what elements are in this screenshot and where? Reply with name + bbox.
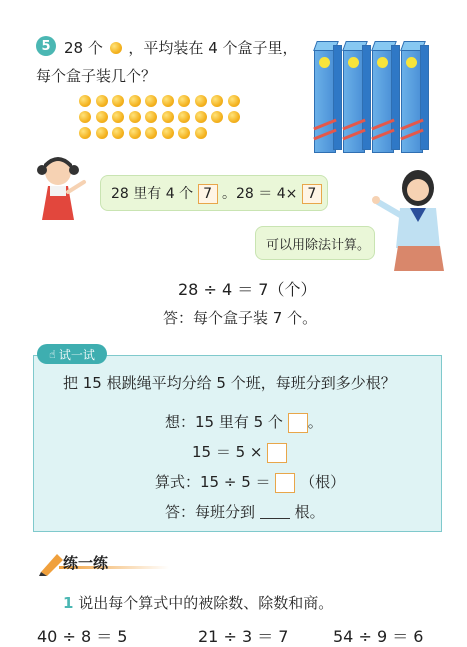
ball-icon: [112, 127, 124, 139]
girl-speech-text-a: 28 里有 4 个: [111, 186, 194, 202]
problem-line2: 每个盒子装几个？: [36, 67, 157, 85]
answer-box: 7: [302, 184, 322, 204]
ball-icon: [178, 95, 190, 107]
ball-icon: [129, 95, 141, 107]
problem-line1: [64, 37, 298, 58]
blank-box[interactable]: [275, 473, 295, 493]
think-text: 想：15 里有 5 个: [165, 413, 283, 431]
teacher-speech-bubble: [255, 226, 375, 260]
ball-icon: [79, 95, 91, 107]
ball-icon: [178, 127, 190, 139]
ball-icon: [211, 95, 223, 107]
ball-icon: [129, 111, 141, 123]
ball-icon: [228, 111, 240, 123]
ball-icon: [96, 111, 108, 123]
ball-icon: [178, 111, 190, 123]
ball-icon: [145, 111, 157, 123]
practice-equation: 40 ÷ 8 ＝ 5: [37, 627, 128, 646]
ball-icon: [79, 111, 91, 123]
formula-unit: （根）: [300, 473, 346, 491]
box-icon: [314, 48, 336, 153]
mult-text: 15 ＝ 5 ×: [192, 443, 263, 461]
practice-equation: 54 ÷ 9 ＝ 6: [333, 627, 424, 646]
girl-illustration: [30, 152, 90, 224]
ball-icon: [162, 127, 174, 139]
ball-icon: [228, 95, 240, 107]
box-icon: [401, 48, 423, 153]
q1-text: 说出每个算式中的被除数、除数和商。: [78, 594, 334, 612]
try-answer-line: [165, 501, 325, 522]
ball-icon: [110, 42, 122, 54]
teacher-illustration: [370, 168, 450, 273]
practice-equation: 21 ÷ 3 ＝ 7: [198, 627, 289, 646]
problem-number-badge: 5: [36, 36, 56, 56]
balls-illustration: [79, 95, 249, 145]
answer-box: 7: [198, 184, 218, 204]
answer-blank-line[interactable]: [260, 518, 290, 519]
ball-icon: [195, 95, 207, 107]
blank-box[interactable]: [267, 443, 287, 463]
formula-line: [155, 471, 345, 493]
girl-speech-text-b: 。28 ＝ 4×: [221, 186, 298, 202]
ball-icon: [162, 95, 174, 107]
box-icon: [372, 48, 394, 153]
mult-line: [192, 441, 287, 463]
ball-icon: [112, 95, 124, 107]
hand-icon: ☝: [49, 347, 56, 361]
practice-header: [37, 550, 177, 576]
try-it-question: 把 15 根跳绳平均分给 5 个班，每班分到多少根？: [63, 374, 396, 392]
ball-icon: [96, 95, 108, 107]
ball-icon: [145, 127, 157, 139]
boxes-illustration: [312, 40, 432, 152]
girl-speech-bubble: [100, 175, 328, 211]
blank-box[interactable]: [288, 413, 308, 433]
ball-icon: [129, 127, 141, 139]
teacher-speech-text: 可以用除法计算。: [266, 238, 371, 253]
ball-icon: [79, 127, 91, 139]
ball-icon: [195, 127, 207, 139]
box-icon: [343, 48, 365, 153]
ball-icon: [145, 95, 157, 107]
ball-icon: [211, 111, 223, 123]
try-answer-suffix: 根。: [294, 503, 325, 521]
practice-header-label: 练一练: [63, 554, 109, 572]
problem-line1-b: ，平均装在 4 个盒子里，: [128, 39, 298, 57]
q1-number: 1: [63, 594, 74, 612]
ball-icon: [195, 111, 207, 123]
try-it-tab-label: 试一试: [58, 347, 95, 362]
try-answer-prefix: 答：每班分到: [165, 503, 256, 521]
practice-q1: [63, 592, 333, 613]
answer: 答：每个盒子装 7 个。: [163, 309, 318, 327]
ball-icon: [162, 111, 174, 123]
problem-line1-a: 28 个: [64, 39, 103, 57]
think-line: 想：15 里有 5 个 。: [165, 413, 323, 431]
ball-icon: [96, 127, 108, 139]
formula-text: 算式：15 ÷ 5 ＝: [155, 473, 271, 491]
equation: 28 ÷ 4 ＝ 7（个）: [178, 280, 317, 299]
ball-icon: [112, 111, 124, 123]
try-it-tab: [37, 344, 107, 364]
